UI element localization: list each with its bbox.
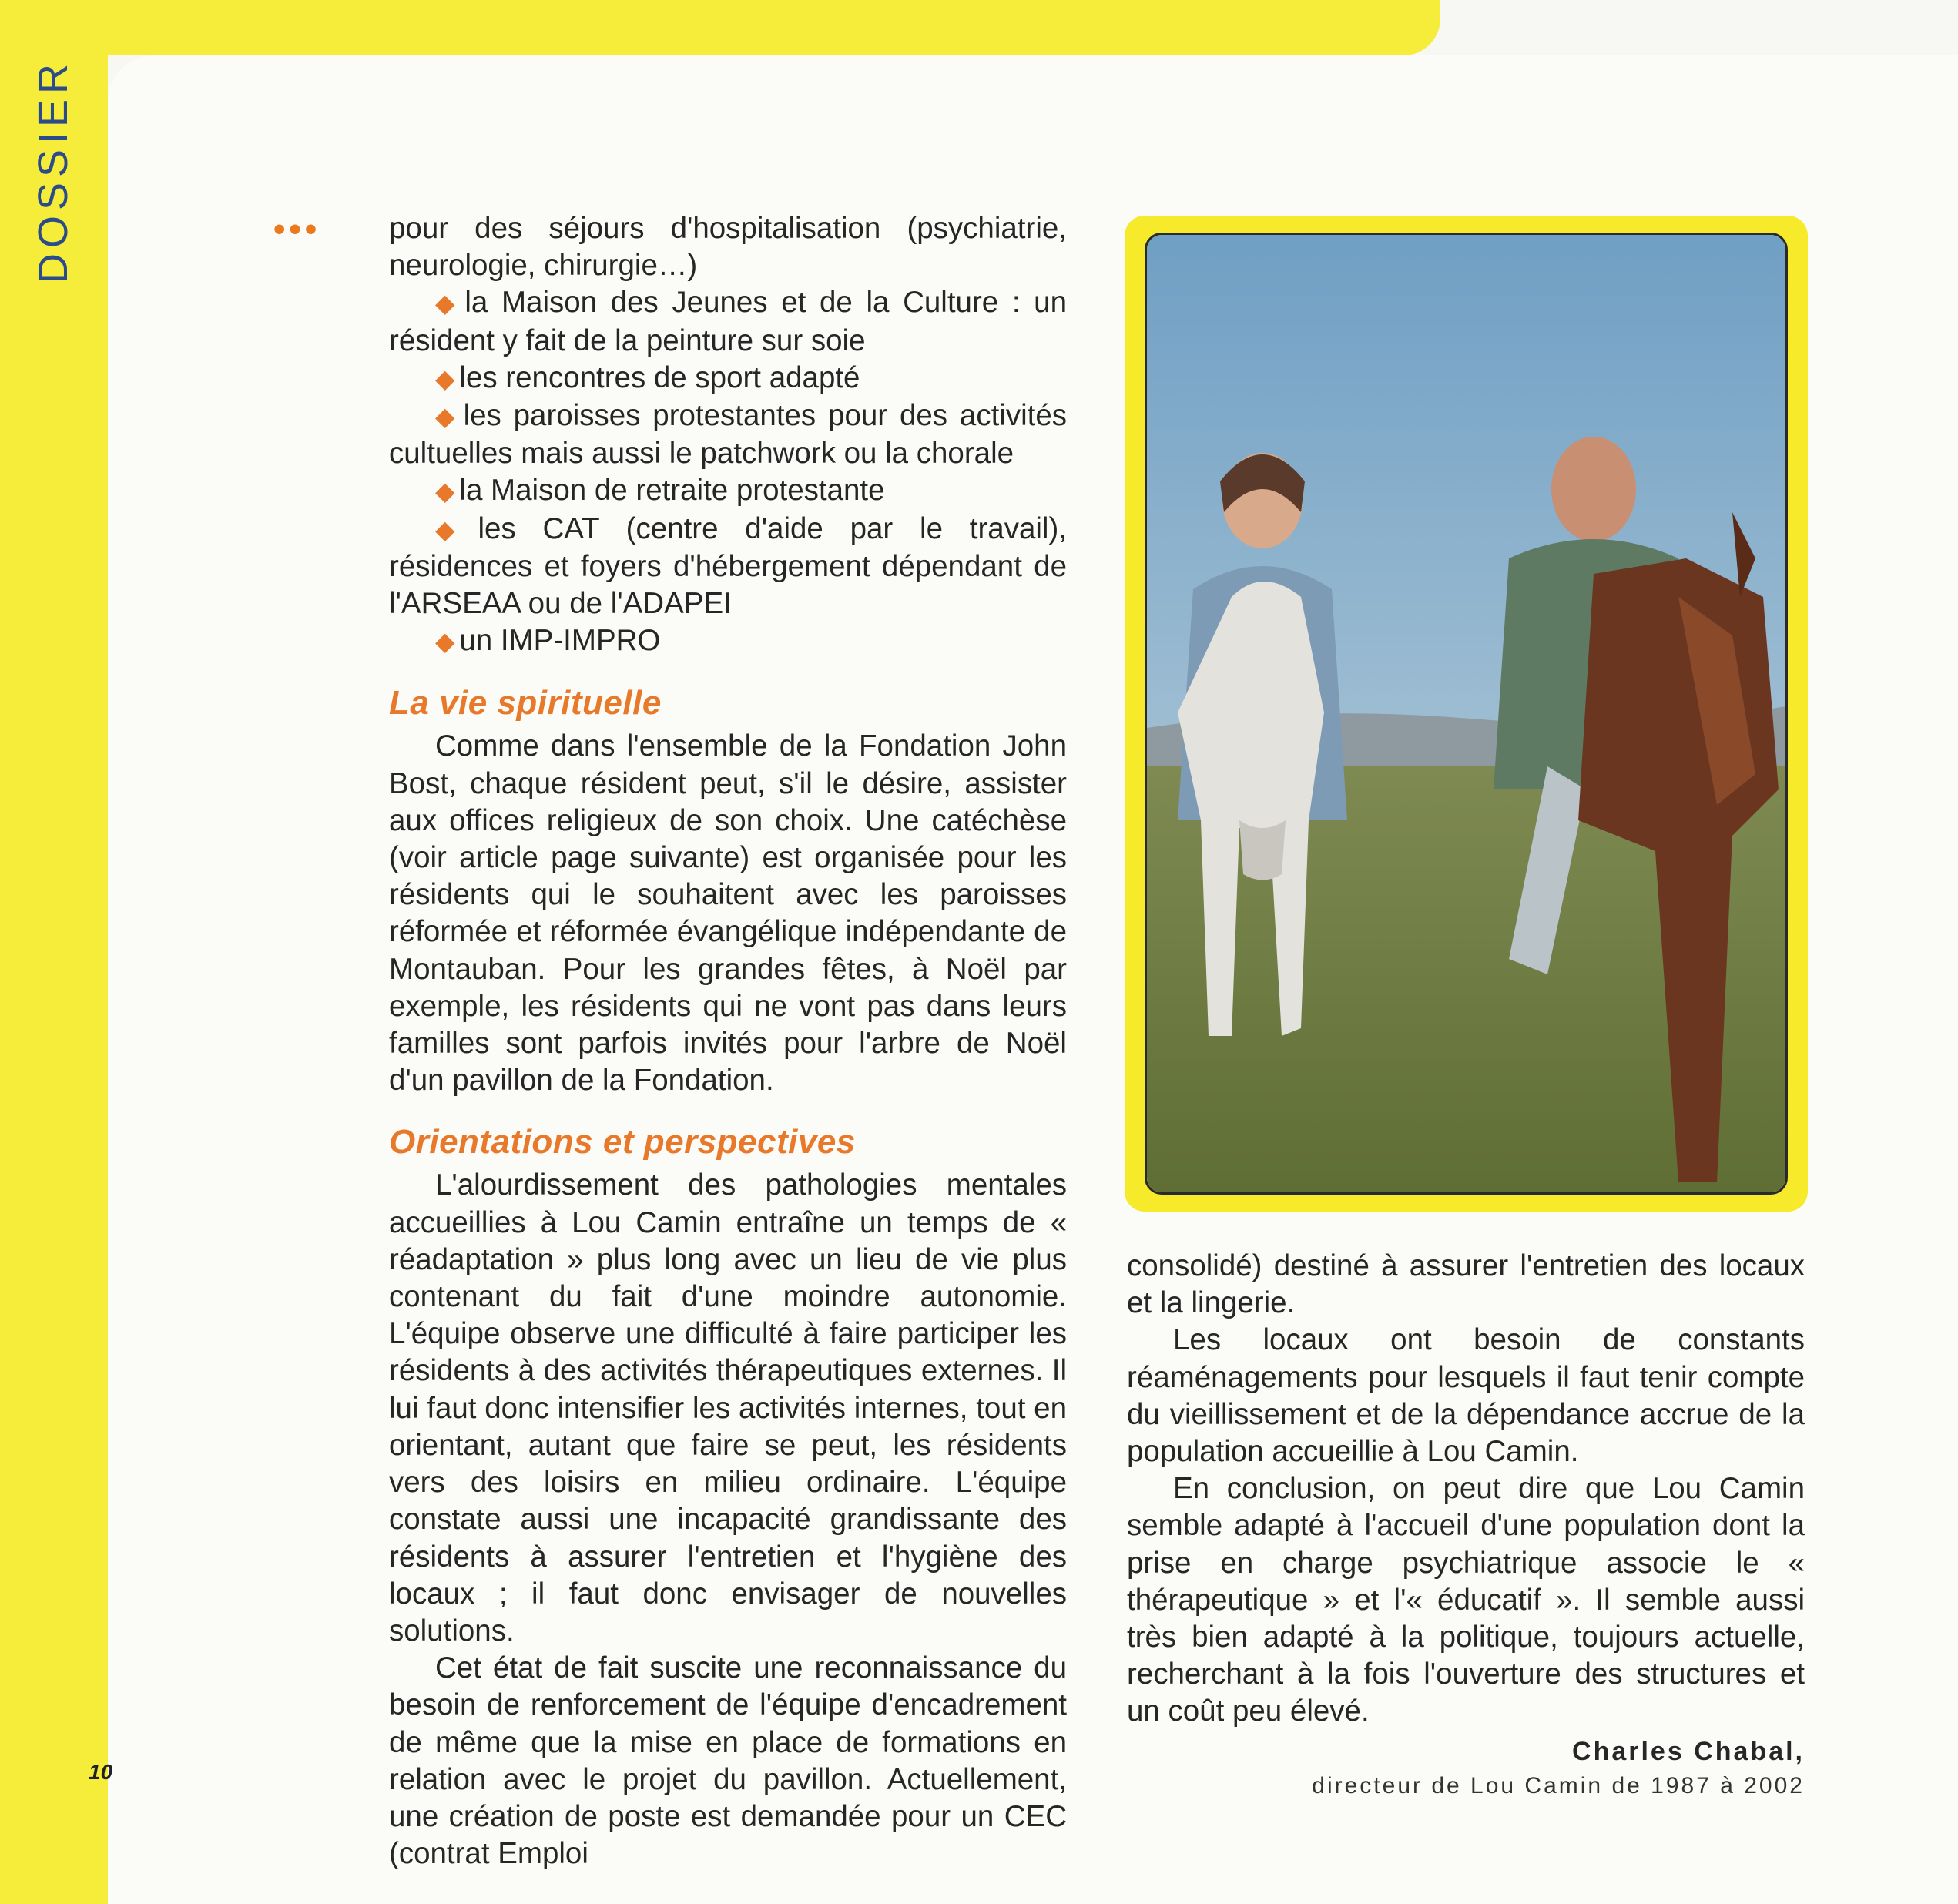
bullet-item: ◆ la Maison de retraite protestante: [435, 474, 885, 508]
paragraph-locaux: Les locaux ont besoin de constants réaménagements pour lesquels il faut tenir compte du vieillissement et de la dépendance accrue de la population accueillie à Lou Camin.: [1127, 1323, 1805, 1469]
bullet-item: ◆ un IMP-IMPRO: [435, 624, 661, 658]
photo-frame: [1125, 216, 1808, 1212]
right-column: [1127, 1248, 1805, 1803]
diamond-bullet-icon: ◆: [435, 364, 455, 393]
paragraph-conclusion: En conclusion, on peut dire que Lou Camin semble adapté à l'accueil d'une population dont la prise en charge psychiatrique associe le « thérapeutique » et l'« éducatif ». Il semble aussi très bien adapté à la politique, toujours actuelle, recherchant à la fois l'ouverture des structures et un coût peu élevé.: [1127, 1472, 1805, 1728]
bullet-item: ◆ les CAT (centre d'aide par le travail), résidences et foyers d'hébergement dépendant de l'ARSEAA ou de l'ADAPEI: [389, 511, 1067, 621]
paragraph-orientations-2: Cet état de fait suscite une reconnaissance du besoin de renforcement de l'équipe d'encadrement de même que la mise en place de formations en relation avec le projet du pavillon. Actuellement, une création de poste est demandée pour un CEC (contrat Emploi: [389, 1651, 1067, 1871]
paragraph-spiritual: Comme dans l'ensemble de la Fondation John Bost, chaque résident peut, s'il le désire, assister aux offices religieux de son choix. Une catéchèse (voir article page suivante) est organisée pour les résidents qui le souhaitent avec les paroisses réformée et réformée évangélique indépendante de Montauban. Pour les grandes fêtes, à Noël par exemple, les résidents qui ne vont pas dans leurs familles sont parfois invités pour l'arbre de Noël d'un pavillon de la Fondation.: [389, 729, 1067, 1098]
intro-text: pour des séjours d'hospitalisation (psychiatrie, neurologie, chirurgie…): [389, 212, 1067, 283]
heading-spiritual-life: La vie spirituelle: [389, 684, 662, 722]
left-column: [389, 210, 1067, 1872]
page-number: 10: [89, 1760, 113, 1784]
bullet-item: ◆ les rencontres de sport adapté: [435, 360, 860, 394]
heading-orientations: Orientations et perspectives: [389, 1123, 856, 1162]
continuation-dots: •••: [273, 210, 321, 248]
yellow-frame-left: [0, 0, 108, 1904]
paragraph-continuation: consolidé) destiné à assurer l'entretien des locaux et la lingerie.: [1127, 1249, 1805, 1320]
diamond-bullet-icon: ◆: [435, 627, 455, 656]
diamond-bullet-icon: ◆: [435, 402, 459, 431]
diamond-bullet-icon: ◆: [435, 477, 455, 506]
riders-photo: [1145, 233, 1788, 1195]
bullet-item: ◆ la Maison des Jeunes et de la Culture : un résident y fait de la peinture sur soie: [389, 286, 1068, 357]
author-role: directeur de Lou Camin de 1987 à 2002: [1312, 1772, 1805, 1798]
yellow-frame-top: [0, 0, 1440, 55]
diamond-bullet-icon: ◆: [435, 289, 461, 318]
paragraph-orientations-1: L'alourdissement des pathologies mentales accueillies à Lou Camin entraîne un temps de « réadaptation » plus long avec un lieu de vie plus contenant du fait d'une moindre autonomie. L'équipe observe une difficulté à faire participer les résidents à des activités thérapeutiques externes. Il lui faut donc intensifier les activités internes, tout en orientant, autant que faire se peut, les résidents vers des loisirs en milieu ordinaire. L'équipe constate aussi une incapacité grandissante des résidents à assurer l'entretien et l'hygiène des locaux ; il faut donc envisager de nouvelles solutions.: [389, 1168, 1067, 1648]
section-label: DOSSIER: [30, 58, 76, 283]
bullet-item: ◆ les paroisses protestantes pour des activités cultuelles mais aussi le patchwork ou la chorale: [389, 399, 1067, 471]
diamond-bullet-icon: ◆: [435, 515, 474, 544]
author-signature: Charles Chabal,: [1572, 1736, 1805, 1766]
